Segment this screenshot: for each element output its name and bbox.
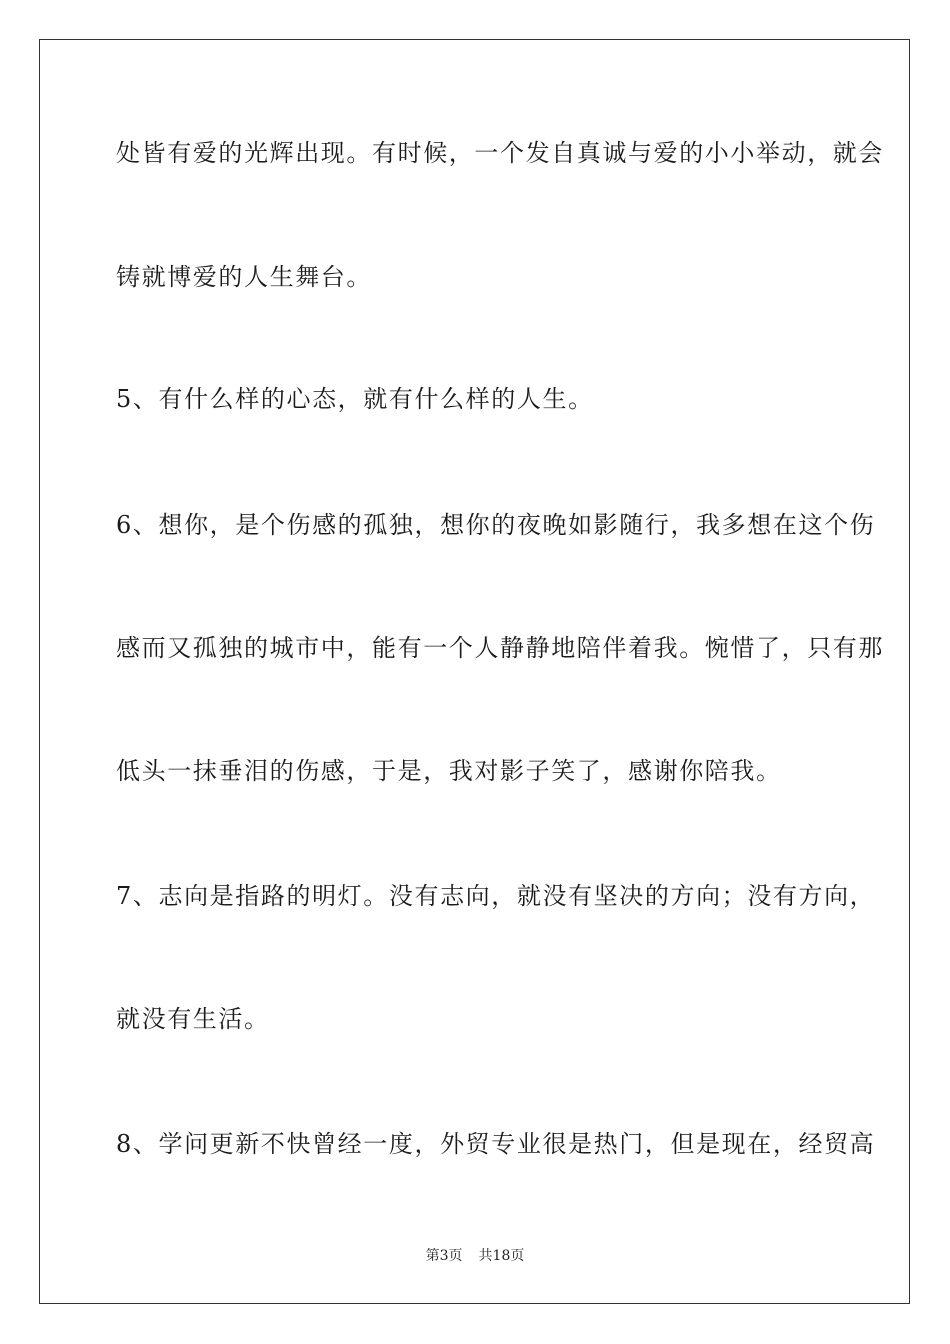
page-footer [0, 1247, 950, 1265]
page-number-current: 第3页 [425, 1248, 463, 1264]
text-line-1: 处皆有爱的光辉出现。有时候，一个发自真诚与爱的小小举动，就会 [116, 139, 884, 167]
text-line-7: 7、志向是指路的明灯。没有志向，就没有坚决的方向；没有方向， [116, 882, 876, 910]
text-line-3: 5、有什么样的心态，就有什么样的人生。 [116, 385, 594, 413]
text-line-5: 感而又孤独的城市中，能有一个人静静地陪伴着我。惋惜了，只有那 [116, 634, 884, 662]
text-line-4: 6、想你，是个伤感的孤独，想你的夜晚如影随行，我多想在这个伤 [116, 511, 876, 539]
page-number-total: 共18页 [478, 1248, 525, 1264]
text-line-6: 低头一抹垂泪的伤感，于是，我对影子笑了，感谢你陪我。 [116, 757, 782, 785]
page-frame [39, 39, 910, 1304]
text-line-2: 铸就博爱的人生舞台。 [116, 263, 372, 291]
text-line-9: 8、学问更新不快曾经一度，外贸专业很是热门，但是现在，经贸高 [116, 1130, 876, 1158]
text-line-8: 就没有生活。 [116, 1005, 270, 1033]
